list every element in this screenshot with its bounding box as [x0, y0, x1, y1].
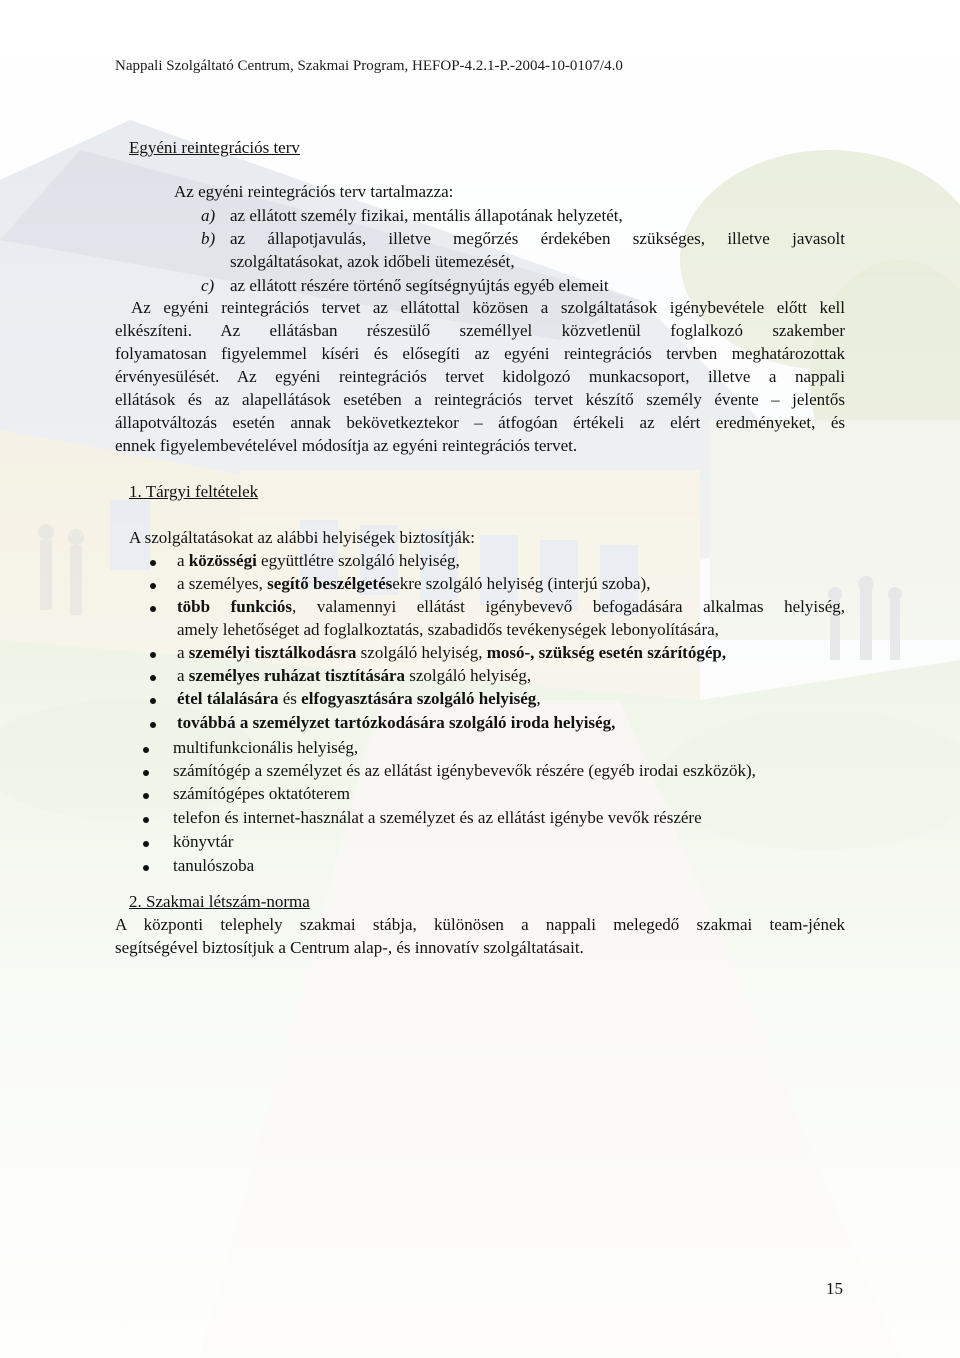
paragraph-line: elkészíteni. Az ellátásban részesülő személlyel közvetlenül foglalkozó szakember	[115, 321, 845, 340]
bold-text: személyes ruházat tisztítására	[188, 666, 406, 685]
paragraph-line: folyamatosan figyelemmel kíséri és elősegíti az egyéni reintegrációs tervben meghatározottak	[115, 344, 845, 363]
bold-text: továbbá a személyzet tartózkodására szolgáló iroda helyiség,	[177, 713, 616, 732]
list-item	[177, 689, 541, 709]
list-text: együttlétre szolgáló helyiség,	[256, 551, 460, 570]
list-text: a személyes,	[177, 574, 268, 593]
bold-text: több funkciós	[177, 597, 293, 616]
bold-text: közösségi	[188, 551, 257, 570]
list-text: a	[177, 551, 189, 570]
list-text: a	[177, 666, 189, 685]
section-1-intro: A szolgáltatásokat az alábbi helyiségek biztosítják:	[129, 528, 476, 547]
list-item: könyvtár	[173, 832, 234, 851]
section-1-title: 1. Tárgyi feltételek	[129, 482, 259, 501]
bullet-icon	[143, 770, 149, 776]
list-text: a	[177, 643, 189, 662]
list-item: tanulószoba	[173, 856, 255, 875]
list-item	[177, 713, 615, 733]
list-text: ,	[536, 689, 541, 708]
list-label-a: a)	[201, 206, 216, 225]
bullet-icon	[150, 652, 156, 658]
section-title: Egyéni reintegrációs terv	[129, 138, 300, 157]
list-item	[177, 666, 531, 686]
list-item-continuation: amely lehetőséget ad foglalkoztatás, szabadidős tevékenységek lebonyolítására,	[177, 620, 719, 639]
list-item	[177, 574, 650, 594]
intro-line: Az egyéni reintegrációs terv tartalmazza:	[174, 182, 454, 201]
list-text: ekre szolgáló helyiség (interjú szoba),	[392, 574, 651, 593]
bold-text: személyi tisztálkodásra	[188, 643, 357, 662]
bullet-icon	[143, 841, 149, 847]
list-item: számítógépes oktatóterem	[173, 784, 351, 803]
bold-text: segítő beszélgetés	[267, 574, 393, 593]
list-item	[177, 643, 726, 663]
list-item-a: az ellátott személy fizikai, mentális állapotának helyzetét,	[230, 206, 623, 225]
bullet-icon	[143, 793, 149, 799]
paragraph-line: Az egyéni reintegrációs tervet az ellátottal közösen a szolgáltatások igénybevétele előtt kell	[131, 298, 845, 317]
list-item	[177, 551, 460, 571]
bullet-icon	[150, 606, 156, 612]
running-header: Nappali Szolgáltató Centrum, Szakmai Program, HEFOP-4.2.1-P.-2004-10-0107/4.0	[115, 58, 623, 74]
page-number: 15	[826, 1279, 843, 1298]
bullet-icon	[150, 675, 156, 681]
paragraph-line: ellátások és az alapellátások esetében a reintegrációs tervet készítő személy évente – jelentős	[115, 390, 845, 409]
list-label-c: c)	[201, 276, 215, 295]
list-text: , valamennyi ellátást igénybevevő befogadására alkalmas helyiség,	[292, 597, 845, 616]
bullet-icon	[150, 722, 156, 728]
list-item	[177, 597, 845, 617]
list-label-b: b)	[201, 229, 216, 248]
list-item-b-line1: az állapotjavulás, illetve megőrzés érdekében szükséges, illetve javasolt	[230, 229, 845, 248]
section-2-line: A központi telephely szakmai stábja, különösen a nappali melegedő szakmai team-jének	[115, 915, 845, 934]
paragraph-line: érvényesülését. Az egyéni reintegrációs tervet kidolgozó munkacsoport, illetve a nappali	[115, 367, 845, 386]
bullet-icon	[150, 698, 156, 704]
section-2-line: segítségével biztosítjuk a Centrum alap-, és innovatív szolgáltatásait.	[115, 938, 584, 957]
paragraph-line: állapotváltozás esetén annak bekövetkeztekor – átfogóan értékeli az elért eredményeket, és	[115, 413, 845, 432]
list-item: multifunkcionális helyiség,	[173, 738, 359, 757]
list-item: telefon és internet-használat a személyzet és az ellátást igénybe vevők részére	[173, 808, 702, 827]
list-text: és	[278, 689, 302, 708]
section-2-title: 2. Szakmai létszám-norma	[129, 892, 310, 911]
bullet-icon	[143, 747, 149, 753]
bullet-icon	[143, 817, 149, 823]
bullet-icon	[143, 865, 149, 871]
bold-text: elfogyasztására szolgáló helyiség	[301, 689, 537, 708]
bullet-icon	[150, 560, 156, 566]
list-item-c: az ellátott részére történő segítségnyújtás egyéb elemeit	[230, 276, 609, 295]
bold-text: mosó-, szükség esetén szárítógép,	[486, 643, 727, 662]
bold-text: étel tálalására	[177, 689, 279, 708]
list-text: szolgáló helyiség,	[405, 666, 532, 685]
list-item: számítógép a személyzet és az ellátást igénybevevők részére (egyéb irodai eszközök),	[173, 761, 756, 780]
list-item-b-line2: szolgáltatásokat, azok időbeli ütemezését,	[230, 252, 515, 271]
paragraph-line: ennek figyelembevételével módosítja az egyéni reintegrációs tervet.	[115, 436, 578, 455]
list-text: szolgáló helyiség,	[356, 643, 487, 662]
bullet-icon	[150, 583, 156, 589]
